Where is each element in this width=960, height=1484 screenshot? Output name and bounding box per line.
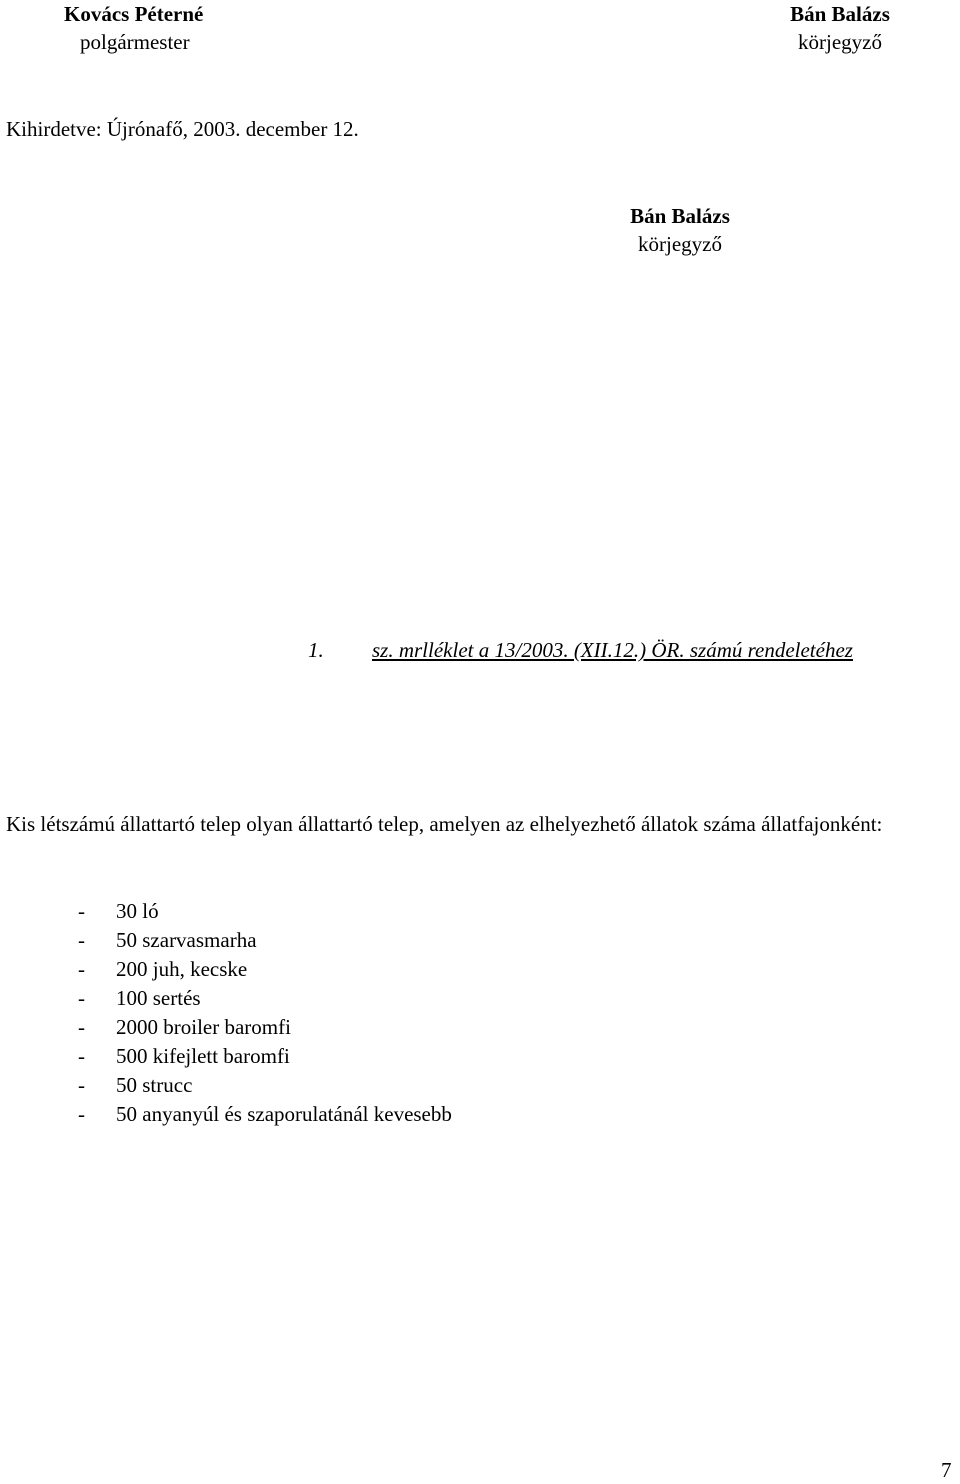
- list-item-text: 500 kifejlett baromfi: [116, 1044, 290, 1068]
- list-item: - 100 sertés: [78, 986, 201, 1010]
- notary-signature-bottom: [600, 202, 760, 258]
- list-item-text: 30 ló: [116, 899, 159, 923]
- list-item-text: 50 anyanyúl és szaporulatánál kevesebb: [116, 1102, 452, 1126]
- list-item: - 50 szarvasmarha: [78, 928, 257, 952]
- list-item-text: 200 juh, kecske: [116, 957, 248, 981]
- list-item: - 2000 broiler baromfi: [78, 1015, 291, 1039]
- notary-title: körjegyző: [798, 30, 882, 54]
- list-item-text: 2000 broiler baromfi: [116, 1015, 291, 1039]
- annex-title: sz. mrlléklet a 13/2003. (XII.12.) ÖR. számú rendeletéhez: [372, 638, 853, 662]
- intro-paragraph: Kis létszámú állattartó telep olyan állattartó telep, amelyen az elhelyezhető állatok száma állatfajonként:: [6, 812, 883, 836]
- notary-signature-top: [760, 0, 920, 56]
- annex-number: 1.: [308, 638, 324, 662]
- annex-heading: [308, 636, 853, 664]
- mayor-name: Kovács Péterné: [64, 2, 204, 26]
- list-item-text: 50 szarvasmarha: [116, 928, 257, 952]
- list-item-text: 100 sertés: [116, 986, 201, 1010]
- page-number: 7: [941, 1458, 952, 1482]
- list-item: - 500 kifejlett baromfi: [78, 1044, 290, 1068]
- notary-name: Bán Balázs: [790, 2, 890, 26]
- list-item-text: 50 strucc: [116, 1073, 193, 1097]
- list-item: - 50 anyanyúl és szaporulatánál kevesebb: [78, 1102, 452, 1126]
- notary-title: körjegyző: [638, 232, 722, 256]
- announcement-line: Kihirdetve: Újrónafő, 2003. december 12.: [6, 117, 359, 141]
- mayor-title: polgármester: [80, 30, 190, 54]
- list-item: - 30 ló: [78, 899, 159, 923]
- list-item: - 50 strucc: [78, 1073, 193, 1097]
- list-item: - 200 juh, kecske: [78, 957, 248, 981]
- animal-limits-list: [78, 897, 452, 1129]
- notary-name: Bán Balázs: [630, 204, 730, 228]
